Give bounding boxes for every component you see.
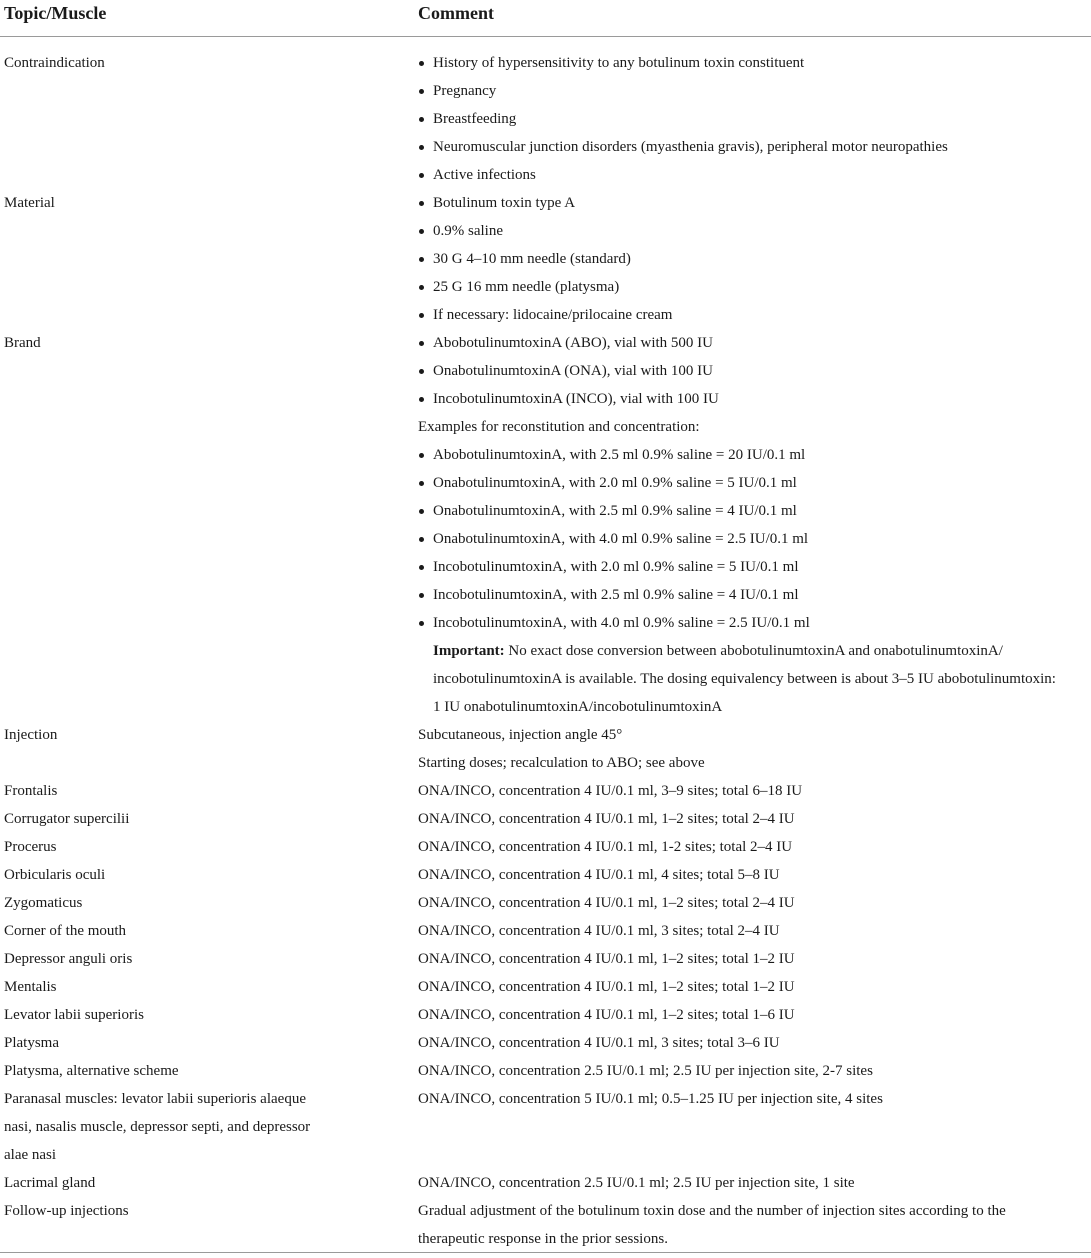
topic-cell bbox=[0, 1197, 418, 1225]
table-row bbox=[0, 917, 1091, 945]
topic-cell bbox=[0, 889, 418, 917]
comment-line: ONA/INCO, concentration 5 IU/0.1 ml; 0.5–1.25 IU per injection site, 4 sites bbox=[418, 1091, 883, 1107]
column-header-comment: Comment bbox=[418, 3, 494, 23]
comment-cell bbox=[418, 329, 1091, 721]
example-item: OnabotulinumtoxinA, with 2.5 ml 0.9% saline = 4 IU/0.1 ml bbox=[418, 497, 1087, 525]
comment-cell bbox=[418, 1169, 1091, 1197]
comment-line: ONA/INCO, concentration 4 IU/0.1 ml, 4 sites; total 5–8 IU bbox=[418, 867, 780, 883]
comment-line: ONA/INCO, concentration 4 IU/0.1 ml, 1–2 sites; total 1–6 IU bbox=[418, 1007, 795, 1023]
topic-cell bbox=[0, 1169, 418, 1197]
topic-cell bbox=[0, 1001, 418, 1029]
topic-label: Levator labii superioris bbox=[4, 1007, 144, 1023]
example-item: OnabotulinumtoxinA, with 4.0 ml 0.9% saline = 2.5 IU/0.1 ml bbox=[418, 525, 1087, 553]
comment-cell bbox=[418, 973, 1091, 1001]
topic-label: Procerus bbox=[4, 839, 57, 855]
comment-cell bbox=[418, 1057, 1091, 1085]
table-row bbox=[0, 833, 1091, 861]
topic-label: Brand bbox=[4, 335, 41, 351]
comment-line: ONA/INCO, concentration 4 IU/0.1 ml, 1–2 sites; total 2–4 IU bbox=[418, 895, 795, 911]
table-body bbox=[0, 37, 1091, 1253]
topic-label: Mentalis bbox=[4, 979, 57, 995]
example-item: OnabotulinumtoxinA, with 2.0 ml 0.9% saline = 5 IU/0.1 ml bbox=[418, 469, 1087, 497]
topic-label: Contraindication bbox=[4, 55, 105, 71]
table-row bbox=[0, 1169, 1091, 1197]
topic-label: Frontalis bbox=[4, 783, 58, 799]
comment-line: Gradual adjustment of the botulinum toxin dose and the number of injection sites according to the bbox=[418, 1203, 1006, 1219]
table-row bbox=[0, 973, 1091, 1001]
table-row bbox=[0, 861, 1091, 889]
topic-cell bbox=[0, 805, 418, 833]
bullet-item: AbobotulinumtoxinA (ABO), vial with 500 IU bbox=[418, 329, 1087, 357]
table-row bbox=[0, 329, 1091, 721]
topic-label: Corner of the mouth bbox=[4, 923, 127, 939]
comment-cell bbox=[418, 805, 1091, 833]
topic-cell bbox=[0, 721, 418, 749]
comment-line: ONA/INCO, concentration 4 IU/0.1 ml, 1–2 sites; total 2–4 IU bbox=[418, 811, 795, 827]
bullet-item: 30 G 4–10 mm needle (standard) bbox=[418, 245, 1087, 273]
bullet-item: Pregnancy bbox=[418, 77, 1087, 105]
comment-line: ONA/INCO, concentration 4 IU/0.1 ml, 3 sites; total 3–6 IU bbox=[418, 1035, 780, 1051]
comment-line: ONA/INCO, concentration 4 IU/0.1 ml, 1-2 sites; total 2–4 IU bbox=[418, 839, 793, 855]
table-row bbox=[0, 777, 1091, 805]
bullet-item: If necessary: lidocaine/prilocaine cream bbox=[418, 301, 1087, 329]
bullet-item: IncobotulinumtoxinA (INCO), vial with 100 IU bbox=[418, 385, 1087, 413]
table-row bbox=[0, 1001, 1091, 1029]
topic-cell bbox=[0, 945, 418, 973]
topic-cell bbox=[0, 1085, 418, 1169]
table-row bbox=[0, 189, 1091, 329]
comment-cell bbox=[418, 49, 1091, 189]
bullet-item: OnabotulinumtoxinA (ONA), vial with 100 IU bbox=[418, 357, 1087, 385]
comment-cell bbox=[418, 189, 1091, 329]
comment-line: Starting doses; recalculation to ABO; see above bbox=[418, 755, 705, 771]
important-note-line bbox=[418, 665, 1087, 693]
example-item: AbobotulinumtoxinA, with 2.5 ml 0.9% saline = 20 IU/0.1 ml bbox=[418, 441, 1087, 469]
topic-cell bbox=[0, 917, 418, 945]
bullet-item: Neuromuscular junction disorders (myasthenia gravis), peripheral motor neuropathies bbox=[418, 133, 1087, 161]
comment-cell bbox=[418, 861, 1091, 889]
comment-cell bbox=[418, 1001, 1091, 1029]
comment-cell bbox=[418, 721, 1091, 777]
bullet-item: History of hypersensitivity to any botulinum toxin constituent bbox=[418, 49, 1087, 77]
bullet-item: Botulinum toxin type A bbox=[418, 189, 1087, 217]
comment-cell bbox=[418, 1085, 1091, 1113]
topic-cell bbox=[0, 1029, 418, 1057]
topic-label: Material bbox=[4, 195, 55, 211]
topic-cell bbox=[0, 49, 418, 77]
comment-line: ONA/INCO, concentration 4 IU/0.1 ml, 3–9 sites; total 6–18 IU bbox=[418, 783, 803, 799]
table-row bbox=[0, 721, 1091, 777]
comment-cell bbox=[418, 889, 1091, 917]
table-row bbox=[0, 945, 1091, 973]
topic-cell bbox=[0, 329, 418, 357]
bullet-item: Active infections bbox=[418, 161, 1087, 189]
comment-cell bbox=[418, 777, 1091, 805]
topic-cell bbox=[0, 189, 418, 217]
table-row bbox=[0, 805, 1091, 833]
topic-label: Paranasal muscles: levator labii superioris alaeque nasi, nasalis muscle, depressor septi, and depressor alae nasi bbox=[4, 1091, 311, 1163]
topic-label: Follow-up injections bbox=[4, 1203, 129, 1219]
important-text: No exact dose conversion between abobotulinumtoxinA and onabotulinumtoxinA/ bbox=[504, 643, 1003, 659]
important-note-line bbox=[418, 693, 1087, 721]
topic-cell bbox=[0, 1057, 418, 1085]
table-row bbox=[0, 1029, 1091, 1057]
topic-label: Platysma bbox=[4, 1035, 59, 1051]
bullet-item: 0.9% saline bbox=[418, 217, 1087, 245]
topic-cell bbox=[0, 861, 418, 889]
bullet-item: 25 G 16 mm needle (platysma) bbox=[418, 273, 1087, 301]
comment-line: Subcutaneous, injection angle 45° bbox=[418, 727, 623, 743]
table-row bbox=[0, 1057, 1091, 1085]
topic-label: Corrugator supercilii bbox=[4, 811, 130, 827]
comment-cell bbox=[418, 945, 1091, 973]
comment-cell bbox=[418, 917, 1091, 945]
example-item: IncobotulinumtoxinA, with 4.0 ml 0.9% saline = 2.5 IU/0.1 ml bbox=[418, 609, 1087, 637]
important-text: incobotulinumtoxinA is available. The dosing equivalency between is about 3–5 IU abobotulinumtoxin: bbox=[433, 671, 1056, 687]
comment-line: ONA/INCO, concentration 4 IU/0.1 ml, 3 sites; total 2–4 IU bbox=[418, 923, 780, 939]
table-row bbox=[0, 889, 1091, 917]
example-item: IncobotulinumtoxinA, with 2.5 ml 0.9% saline = 4 IU/0.1 ml bbox=[418, 581, 1087, 609]
topic-cell bbox=[0, 777, 418, 805]
topic-cell bbox=[0, 973, 418, 1001]
topic-label: Injection bbox=[4, 727, 58, 743]
table-row bbox=[0, 1197, 1091, 1253]
topic-label: Lacrimal gland bbox=[4, 1175, 96, 1191]
table-row bbox=[0, 49, 1091, 189]
comment-line: therapeutic response in the prior sessions. bbox=[418, 1231, 668, 1247]
examples-heading: Examples for reconstitution and concentration: bbox=[418, 419, 700, 435]
comment-line: ONA/INCO, concentration 2.5 IU/0.1 ml; 2.5 IU per injection site, 2-7 sites bbox=[418, 1063, 873, 1079]
example-item: IncobotulinumtoxinA, with 2.0 ml 0.9% saline = 5 IU/0.1 ml bbox=[418, 553, 1087, 581]
topic-label: Platysma, alternative scheme bbox=[4, 1063, 179, 1079]
topic-cell bbox=[0, 833, 418, 861]
table-row bbox=[0, 1085, 1091, 1169]
comment-cell bbox=[418, 1029, 1091, 1057]
comment-cell bbox=[418, 1197, 1091, 1253]
important-text: 1 IU onabotulinumtoxinA/incobotulinumtoxinA bbox=[433, 699, 723, 715]
topic-label: Orbicularis oculi bbox=[4, 867, 106, 883]
comment-cell bbox=[418, 833, 1091, 861]
bullet-item: Breastfeeding bbox=[418, 105, 1087, 133]
comment-line: ONA/INCO, concentration 4 IU/0.1 ml, 1–2 sites; total 1–2 IU bbox=[418, 951, 795, 967]
table-header bbox=[0, 0, 1091, 37]
comment-line: ONA/INCO, concentration 4 IU/0.1 ml, 1–2 sites; total 1–2 IU bbox=[418, 979, 795, 995]
comment-line: ONA/INCO, concentration 2.5 IU/0.1 ml; 2.5 IU per injection site, 1 site bbox=[418, 1175, 855, 1191]
topic-label: Zygomaticus bbox=[4, 895, 83, 911]
column-header-topic: Topic/Muscle bbox=[4, 3, 107, 23]
topic-label: Depressor anguli oris bbox=[4, 951, 133, 967]
important-note-line bbox=[418, 637, 1087, 665]
table-bottom-rule bbox=[0, 1252, 1091, 1253]
important-label: Important: bbox=[433, 643, 505, 659]
